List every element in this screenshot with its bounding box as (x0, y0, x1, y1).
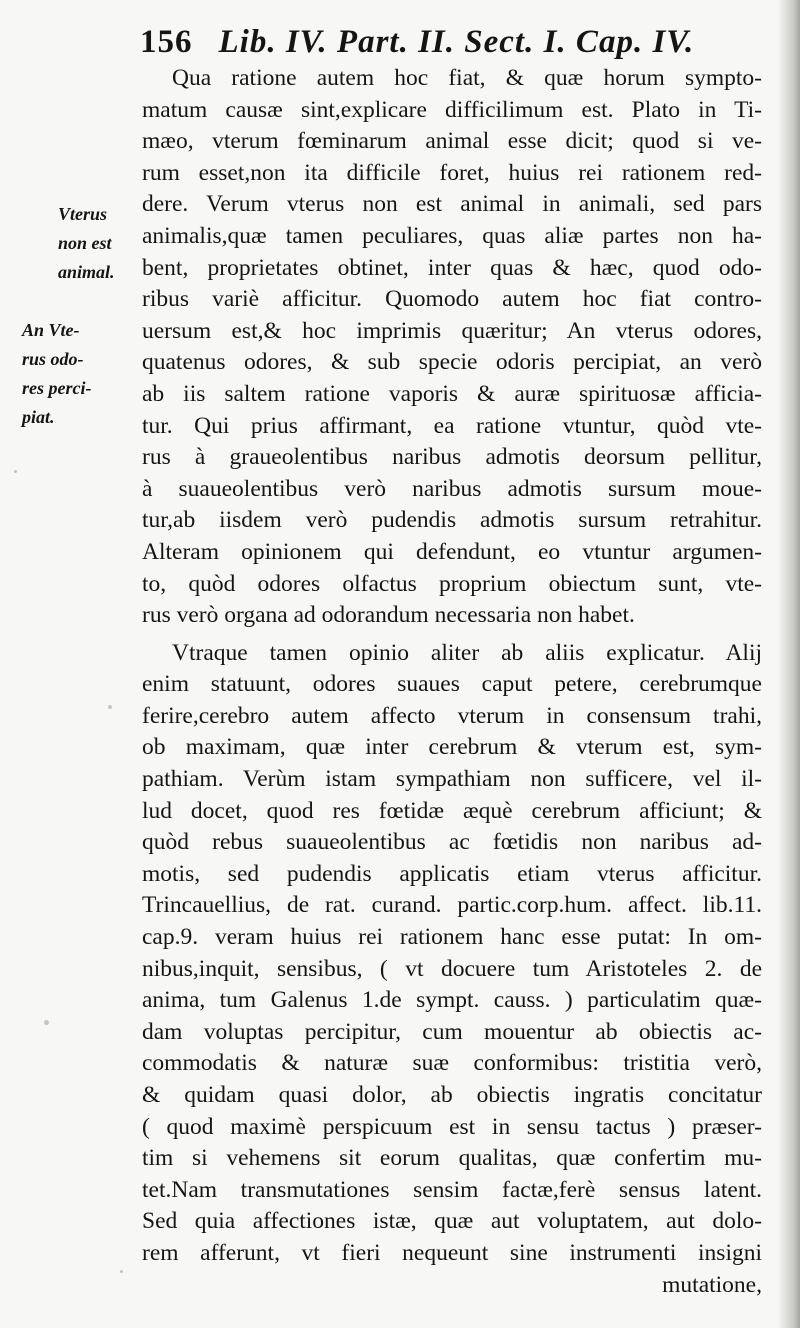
paragraph-2 (142, 638, 762, 1270)
page-header (140, 24, 780, 61)
text-line: rus verò organa ad odorandum necessaria non habet. (142, 602, 635, 629)
text-line: to, quòd odores olfactus proprium obiectum sunt, vte- (142, 570, 762, 597)
marginal-note-line: An Vte- (22, 320, 80, 340)
text-line: quòd rebus suaueolentibus ac fœtidis non naribus ad- (142, 829, 762, 856)
marginal-note-line: rus odo- (22, 349, 84, 369)
marginal-note-line: non est (58, 233, 112, 253)
text-line: nibus,inquit, sensibus, ( vt docuere tum Aristoteles 2. de (142, 955, 762, 982)
paper-speck (108, 705, 112, 709)
text-line: ab iis saltem ratione vaporis & auræ spirituosæ afficia- (142, 380, 762, 407)
text-line: lud docet, quod res fœtidæ æquè cerebrum afficiunt; & (142, 797, 762, 824)
text-line: Qua ratione autem hoc fiat, & quæ horum sympto- (172, 65, 762, 91)
text-line: dere. Verum vterus non est animal in animali, sed pars (142, 191, 762, 218)
paragraph-1 (142, 63, 762, 632)
marginal-note-2 (22, 316, 140, 432)
text-line: à suaueolentibus verò naribus admotis sursum moue- (142, 475, 762, 502)
text-line: tur. Qui prius affirmant, ea ratione vtuntur, quòd vte- (142, 412, 762, 439)
text-line: anima, tum Galenus 1.de sympt. causs. ) particulatim quæ- (142, 987, 762, 1014)
paper-speck (120, 1270, 123, 1273)
text-line: commodatis & naturæ suæ conformibus: tristitia verò, (142, 1050, 762, 1077)
text-line: & quidam quasi dolor, ab obiectis ingratis concitatur (142, 1082, 762, 1108)
text-line: rum esset,non ita difficile foret, huius rei rationem red- (142, 159, 762, 186)
text-line: Trincauellius, de rat. curand. partic.corp.hum. affect. lib.11. (142, 892, 762, 919)
page-number: 156 (140, 24, 193, 60)
text-line: animalis,quæ tamen peculiares, quas aliæ partes non ha- (142, 222, 762, 249)
text-line: pathiam. Verùm istam sympathiam non sufficere, vel il- (142, 766, 762, 793)
text-line: ( quod maximè perspicuum est in sensu tactus ) præser- (142, 1113, 762, 1140)
text-line: Vtraque tamen opinio aliter ab aliis explicatur. Alij (172, 639, 762, 666)
text-line: enim statuunt, odores suaues caput petere, cerebrumque (142, 671, 762, 698)
text-line: matum causæ sint,explicare difficilimum est. Plato in Ti- (142, 96, 762, 123)
marginal-note-line: animal. (58, 262, 115, 282)
text-line: tim si vehemens sit eorum qualitas, quæ confertim mu- (142, 1145, 762, 1172)
marginal-note-line: Vterus (58, 204, 108, 224)
text-line: rus à graueolentibus naribus admotis deorsum pellitur, (142, 444, 762, 471)
text-line: quatenus odores, & sub specie odoris percipiat, an verò (142, 349, 762, 376)
marginal-note-line: piat. (22, 407, 55, 427)
text-line: Sed quia affectiones istæ, quæ aut voluptatem, aut dolo- (142, 1208, 762, 1235)
paper-speck (14, 470, 17, 473)
text-line: motis, sed pudendis applicatis etiam vterus afficitur. (142, 860, 762, 887)
text-line: ob maximam, quæ inter cerebrum & vterum est, sym- (142, 734, 762, 761)
text-line: cap.9. veram huius rei rationem hanc esse putat: In om- (142, 924, 762, 951)
text-line: tur,ab iisdem verò pudendis admotis sursum retrahitur. (142, 507, 762, 534)
running-title: Lib. IV. Part. II. Sect. I. Cap. IV. (218, 24, 695, 60)
marginal-note-line: res perci- (22, 378, 92, 398)
catchword: mutatione, (662, 1271, 762, 1298)
text-line: rem afferunt, vt fieri nequeunt sine instrumenti insigni (142, 1239, 762, 1266)
text-line: ferire,cerebro autem affecto vterum in consensum trahi, (142, 702, 762, 729)
page-edge-shadow (778, 0, 800, 1328)
paper-speck (44, 1020, 49, 1025)
text-line: Alteram opinionem qui defendunt, eo vtuntur argumen- (142, 538, 762, 565)
text-line: uersum est,& hoc imprimis quæritur; An vterus odores, (142, 317, 762, 344)
text-line: bent, proprietates obtinet, inter quas & hæc, quod odo- (142, 254, 762, 281)
body-text (142, 63, 762, 1301)
text-line: ribus variè afficitur. Quomodo autem hoc fiat contro- (142, 286, 762, 313)
text-line: dam voluptas percipitur, cum mouentur ab obiectis ac- (142, 1018, 762, 1045)
text-line: tet.Nam transmutationes sensim factæ,ferè sensus latent. (142, 1176, 762, 1203)
text-line: mæo, vterum fœminarum animal esse dicit; quod si ve- (142, 128, 762, 155)
